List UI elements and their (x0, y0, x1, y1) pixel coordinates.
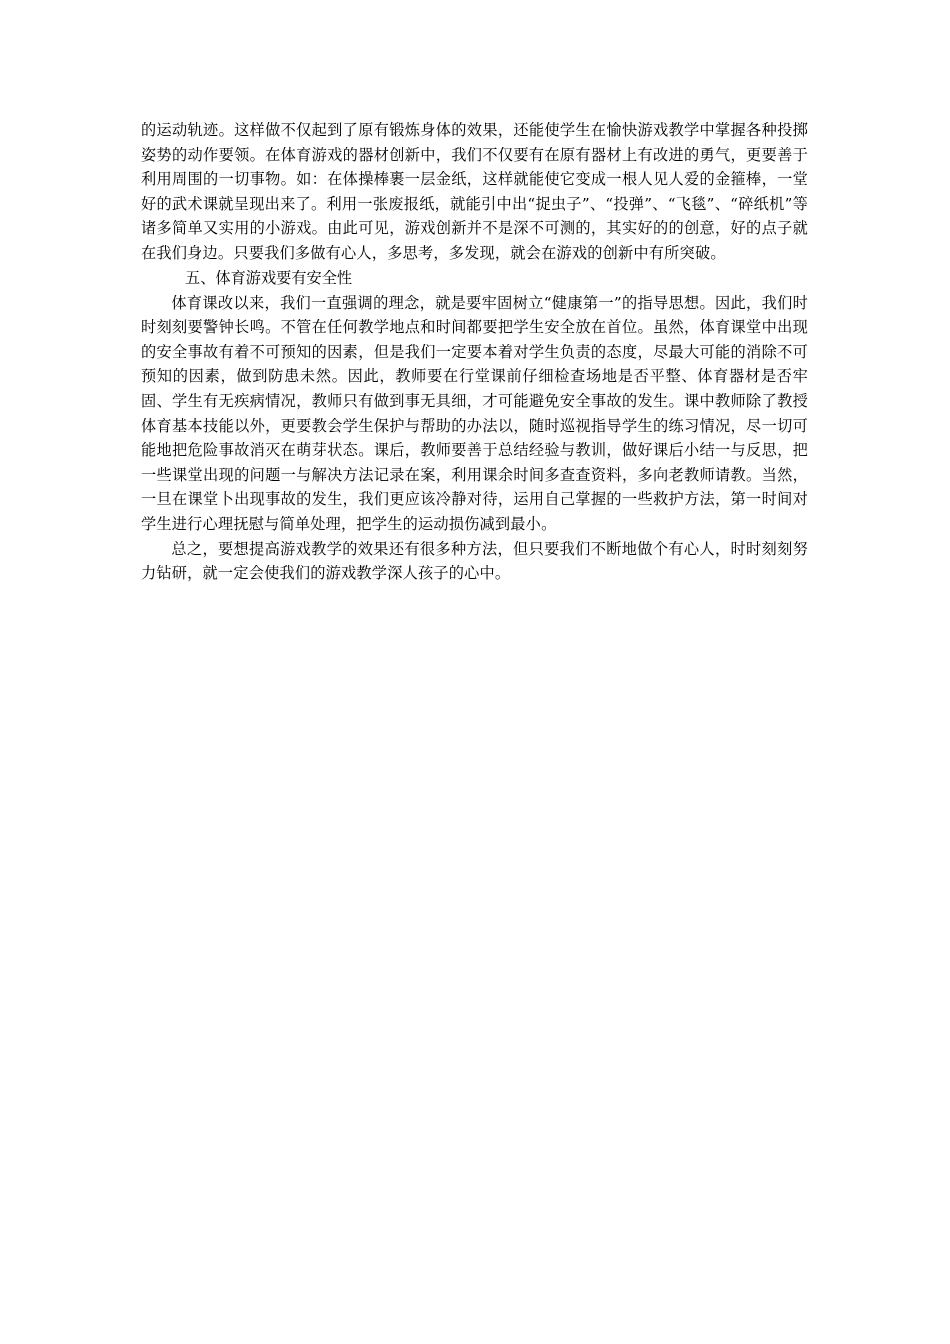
document-page (141, 118, 808, 586)
paragraph-safety: 体育课改以来，我们一直强调的理念，就是要牢固树立“健康第一”的指导思想。因此，我们时时刻刻要警钟长鸣。不管在任何教学地点和时间都要把学生安全放在首位。虽然，体育课堂中出现的安全事故有着不可预知的因素，但是我们一定要本着对学生负责的态度，尽最大可能的消除不可预知的因素，做到防患未然。因此，教师要在行堂课前仔细检查场地是否平整、体育器材是否牢固、学生有无疾病情况，教师只有做到事无具细，才可能避免安全事故的发生。课中教师除了教授体育基本技能以外，更要教会学生保护与帮助的办法以，随时巡视指导学生的练习情况，尽一切可能地把危险事故消灭在萌芽状态。课后，教师要善于总结经验与教训，做好课后小结一与反思，把一些课堂出现的问题一与解决方法记录在案，利用课余时间多查查资料，多向老教师请教。当然，一旦在课堂卜出现事故的发生，我们更应该冷静对待，运用自己掌握的一些救护方法，第一时间对学生进行心理抚慰与简单处理，把学生的运动损伤减到最小。 (141, 293, 808, 533)
paragraph-conclusion: 总之，要想提高游戏教学的效果还有很多种方法，但只要我们不断地做个有心人，时时刻刻努力钻研，就一定会使我们的游戏教学深人孩子的心中。 (141, 539, 808, 583)
paragraph-equipment-innovation: 的运动轨迹。这样做不仅起到了原有锻炼身体的效果，还能使学生在愉快游戏教学中掌握各种投掷姿势的动作要领。在体育游戏的器材创新中，我们不仅要有在原有器材上有改进的勇气，更要善于利用周围的一切事物。如：在体操棒裹一层金纸，这样就能使它变成一根人见人爱的金箍棒，一堂好的武术课就呈现出来了。利用一张废报纸，就能引中出“捉虫子”、“投弹”、“飞毯”、“碎纸机”等诸多简单又实用的小游戏。由此可见，游戏创新并不是深不可测的，其实好的的创意，好的点子就在我们身边。只要我们多做有心人，多思考，多发现，就会在游戏的创新中有所突破。 (141, 121, 808, 262)
section-heading-safety: 五、体育游戏要有安全性 (185, 268, 353, 287)
